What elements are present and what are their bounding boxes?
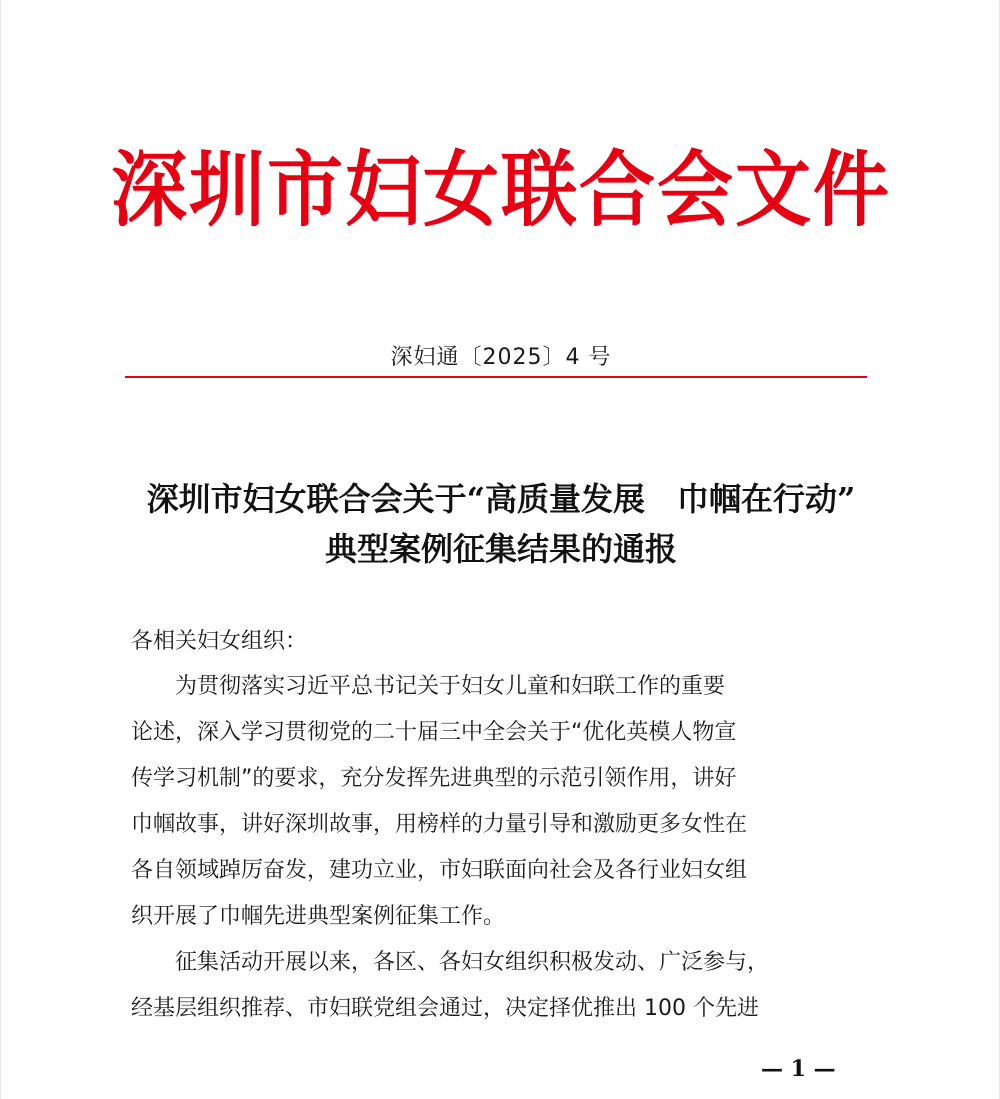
paragraph-line: 经基层组织推荐、市妇联党组会通过，决定择优推出 100 个先进 bbox=[131, 996, 759, 1021]
paragraph-line: 论述，深入学习贯彻党的二十届三中全会关于“优化英模人物宣 bbox=[131, 720, 737, 745]
document-title-line-1: 深圳市妇女联合会关于“高质量发展 巾帼在行动” bbox=[146, 480, 856, 518]
paragraph-1 bbox=[131, 664, 876, 940]
paragraph-line: 巾帼故事，讲好深圳故事，用榜样的力量引导和激励更多女性在 bbox=[131, 812, 748, 837]
paragraph-line: 为贯彻落实习近平总书记关于妇女儿童和妇联工作的重要 bbox=[175, 674, 726, 699]
paragraph-line: 织开展了巾帼先进典型案例征集工作。 bbox=[131, 904, 506, 929]
salutation: 各相关妇女组织： bbox=[131, 629, 308, 654]
page-number: — 1 — bbox=[761, 1056, 836, 1082]
document-number: 深妇通〔2025〕4 号 bbox=[390, 345, 612, 370]
document-title-line-2: 典型案例征集结果的通报 bbox=[324, 530, 677, 568]
paragraph-line: 各自领域踔厉奋发，建功立业，市妇联面向社会及各行业妇女组 bbox=[131, 858, 748, 883]
paragraph-2 bbox=[131, 940, 876, 1032]
red-divider-line bbox=[125, 376, 867, 378]
document-body bbox=[131, 620, 876, 1032]
paragraph-line: 传学习机制”的要求，充分发挥先进典型的示范引领作用，讲好 bbox=[131, 766, 737, 791]
paragraph-line: 征集活动开展以来，各区、各妇女组织积极发动、广泛参与， bbox=[175, 950, 770, 975]
masthead-title: 深圳市妇女联合会文件 bbox=[111, 141, 891, 238]
document-title bbox=[1, 474, 1000, 574]
